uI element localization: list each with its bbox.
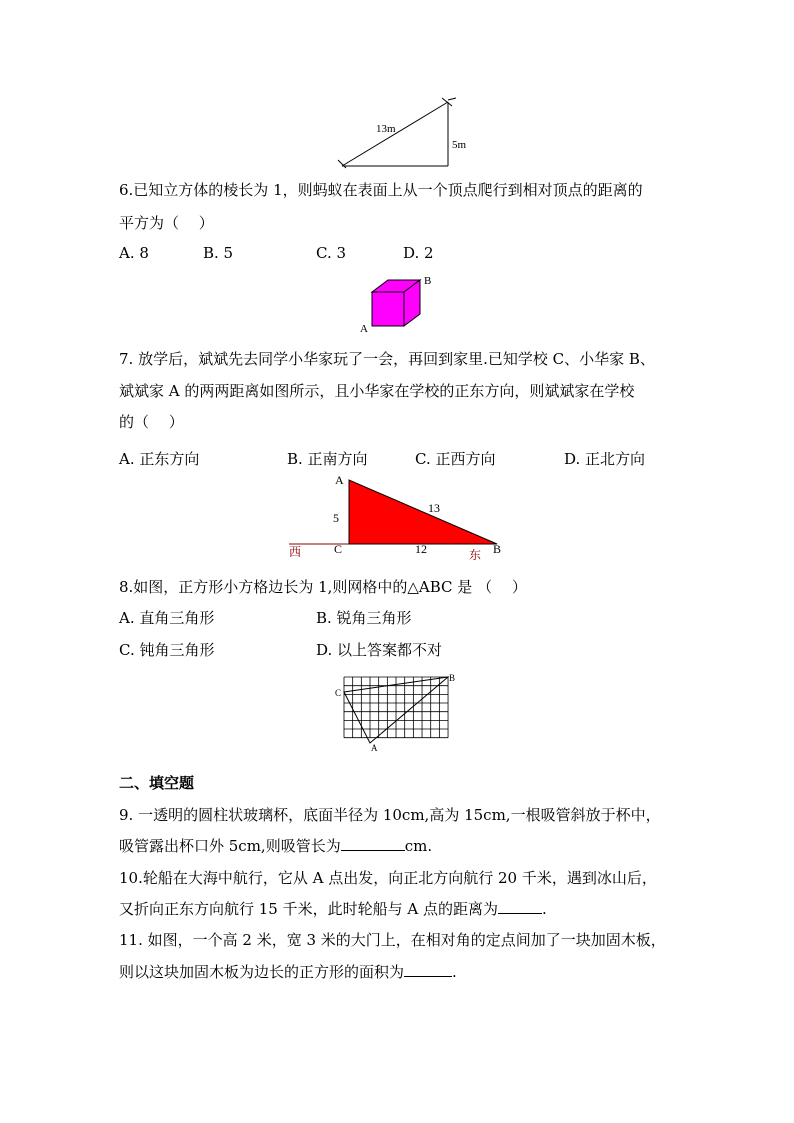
q9-answer-blank[interactable]	[341, 836, 405, 851]
q11-line2	[119, 962, 457, 982]
ladder-figure	[330, 94, 470, 174]
grid-label-b: B	[449, 673, 456, 683]
q11-answer-blank[interactable]	[404, 962, 452, 977]
triangle-abc	[349, 480, 497, 544]
cube-figure	[358, 274, 438, 334]
cube-front-face	[372, 292, 404, 326]
q8-option-b: B. 锐角三角形	[316, 609, 412, 627]
q6-line1: 6.已知立方体的棱长为 1，则蚂蚁在表面上从一个顶点爬行到相对顶点的距离的	[119, 181, 643, 199]
q6-option-b: B. 5	[203, 244, 234, 262]
q11-line1: 11. 如图，一个高 2 米，宽 3 米的大门上，在相对角的定点间加了一块加固木板，	[119, 931, 666, 949]
point-a-label: A	[335, 473, 344, 487]
east-label: 东	[469, 548, 482, 562]
direction-triangle-figure	[285, 472, 515, 564]
q7-line2: 斌斌家 A 的两两距离如图所示，且小华家在学校的正东方向，则斌斌家在学校	[119, 382, 635, 400]
q7-option-a: A. 正东方向	[119, 450, 200, 468]
q6-option-d: D. 2	[403, 244, 434, 262]
point-b-label: B	[493, 542, 502, 556]
section-fill-blank-title: 二、填空题	[119, 774, 195, 792]
q10-line2-text: 又折向正东方向航行 15 千米，此时轮船与 A 点的距离为	[119, 900, 498, 918]
west-label: 西	[289, 545, 302, 559]
q7-option-c: C. 正西方向	[415, 450, 496, 468]
q6-option-a: A. 8	[119, 244, 149, 262]
q10-line2-end: .	[542, 900, 547, 918]
side-ac-label: 5	[333, 511, 339, 525]
grid-lines	[344, 677, 448, 738]
ladder-height-label: 5m	[452, 139, 467, 151]
q10-line2	[119, 899, 547, 919]
grid-label-a: A	[371, 743, 378, 753]
q10-line1: 10.轮船在大海中航行，它从 A 点出发，向正北方向航行 20 千米，遇到冰山后，	[119, 869, 657, 887]
q8-option-c: C. 钝角三角形	[119, 641, 215, 659]
grid-label-c: C	[335, 688, 342, 698]
q11-line2-end: .	[452, 963, 457, 981]
ladder-hyp-label: 13m	[376, 123, 396, 135]
q9-line2-unit: cm.	[404, 837, 433, 855]
q9-line2-text: 吸管露出杯口外 5cm,则吸管长为	[119, 837, 341, 855]
cube-label-b: B	[424, 275, 432, 287]
q10-answer-blank[interactable]	[498, 899, 542, 914]
q7-option-d: D. 正北方向	[564, 450, 646, 468]
q6-option-c: C. 3	[316, 244, 347, 262]
q8-line1: 8.如图，正方形小方格边长为 1,则网格中的△ABC 是 （ ）	[119, 578, 527, 596]
grid-triangle-figure	[334, 670, 460, 754]
q7-line3: 的（ ）	[119, 413, 184, 431]
q6-line2: 平方为（ ）	[119, 214, 214, 232]
side-ab-label: 13	[428, 501, 440, 515]
q8-option-a: A. 直角三角形	[119, 609, 215, 627]
q9-line1: 9. 一透明的圆柱状玻璃杯，底面半径为 10cm,高为 15cm,一根吸管斜放于杯中，	[119, 806, 661, 824]
q11-line2-text: 则以这块加固木板为边长的正方形的面积为	[119, 963, 405, 981]
q9-line2	[119, 836, 432, 856]
q8-option-d: D. 以上答案都不对	[316, 641, 443, 659]
q7-line1: 7. 放学后，斌斌先去同学小华家玩了一会，再回到家里.已知学校 C、小华家 B、	[119, 350, 655, 368]
point-c-label: C	[334, 542, 343, 556]
side-cb-label: 12	[415, 542, 427, 556]
q7-option-b: B. 正南方向	[287, 450, 368, 468]
cube-label-a: A	[360, 323, 368, 335]
